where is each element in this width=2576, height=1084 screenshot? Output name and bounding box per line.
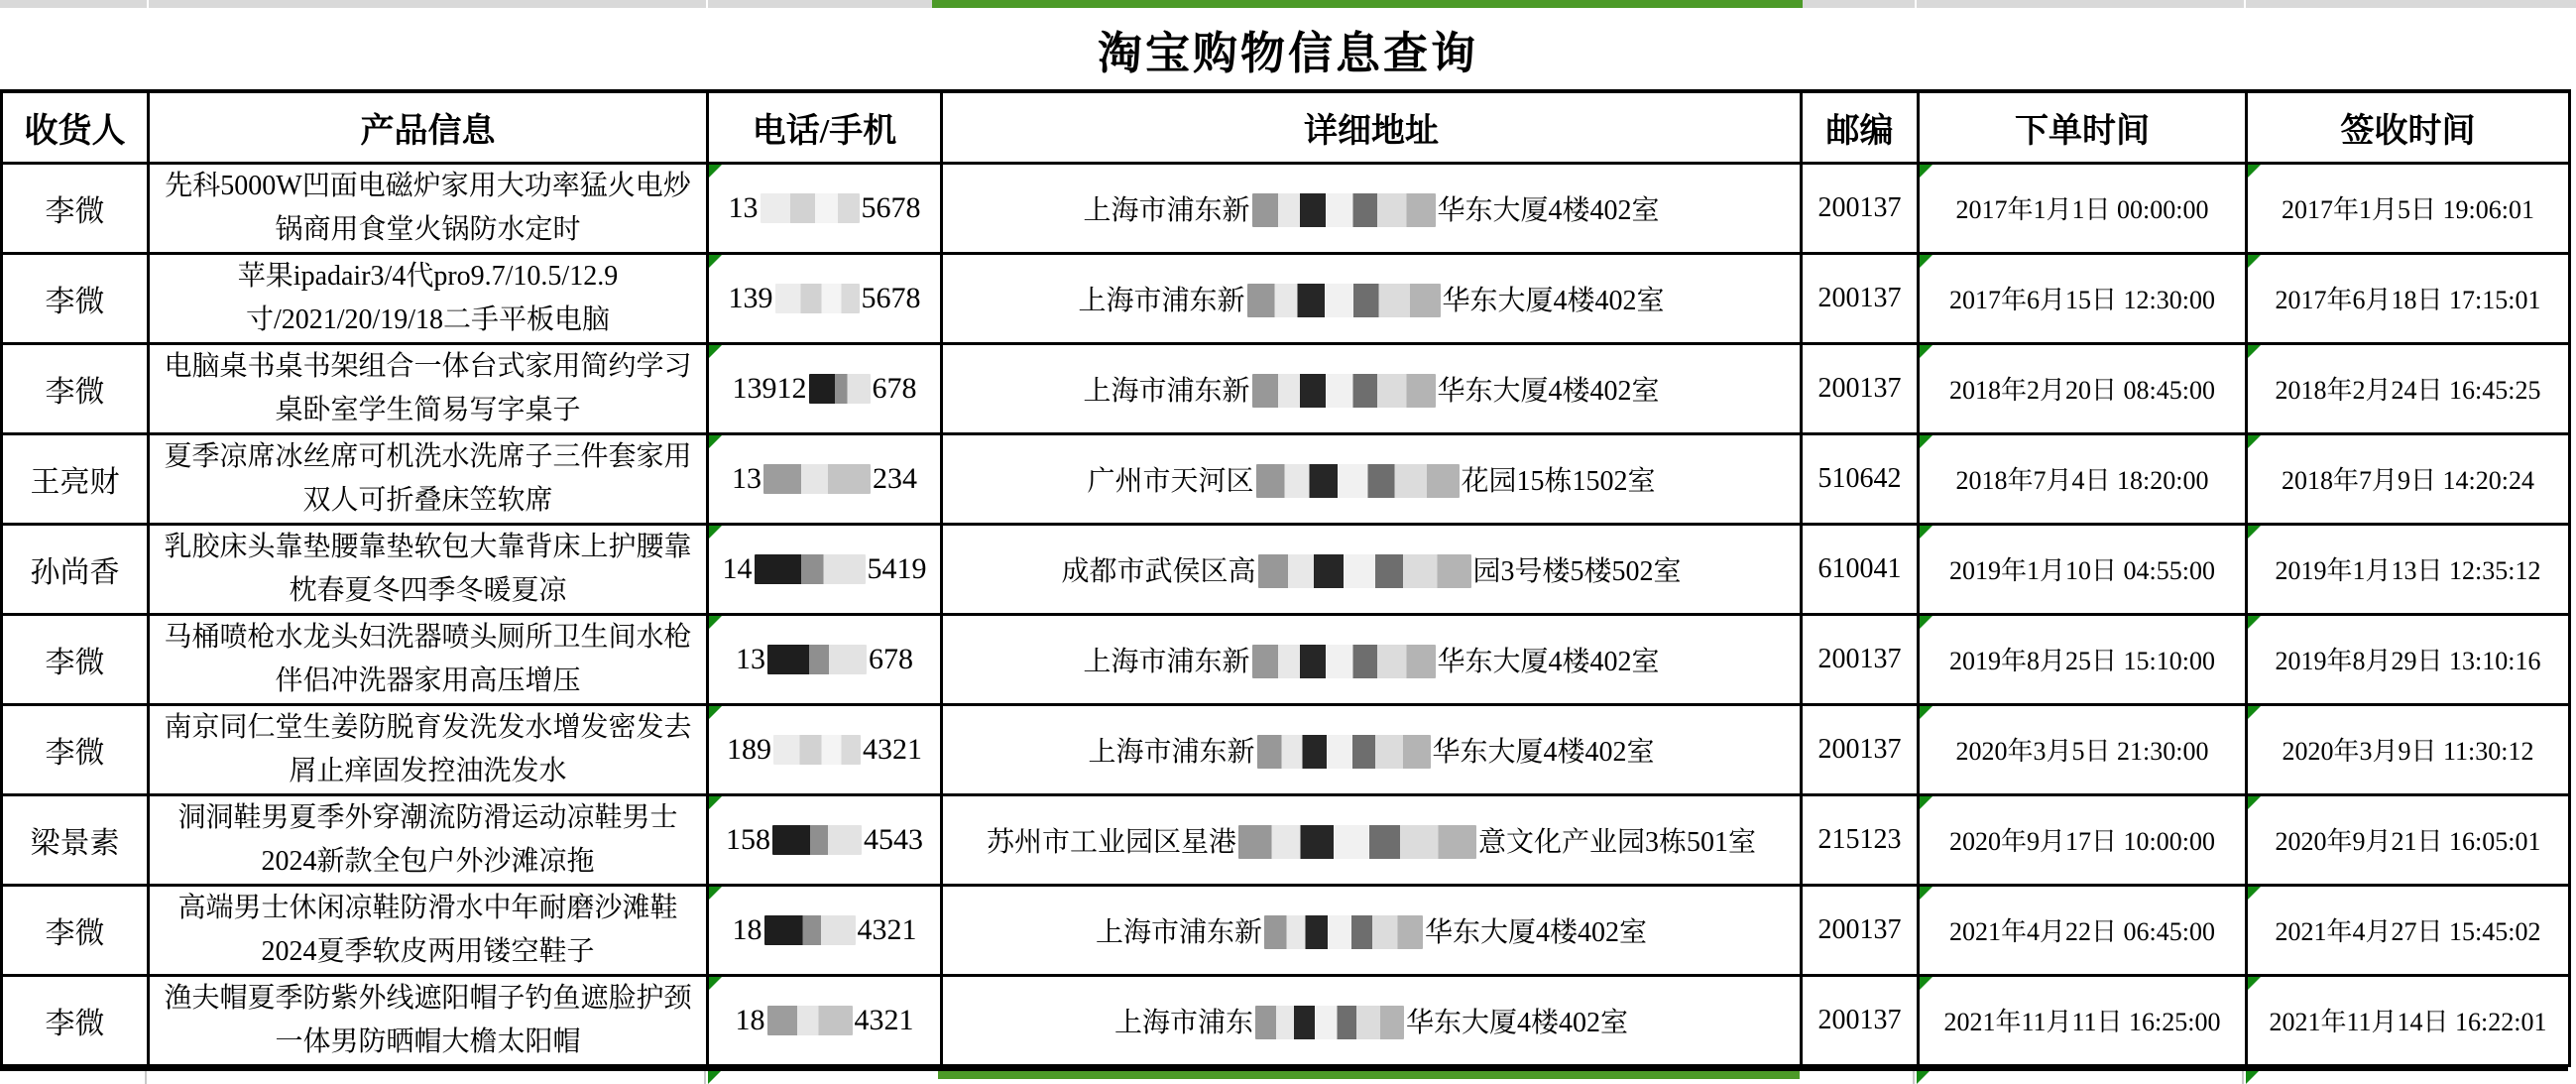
order-time: 2018年2月20日 08:45:00: [1949, 376, 2215, 405]
cell-sign-time[interactable]: [2247, 794, 2570, 885]
cell-recipient[interactable]: [2, 885, 149, 975]
error-triangle-icon: [1920, 977, 1932, 990]
order-time: 2021年11月11日 16:25:00: [1943, 1008, 2221, 1036]
cell-sign-time[interactable]: [2247, 524, 2570, 614]
address-suffix: 华东大厦4楼402室: [1442, 285, 1665, 316]
error-triangle-icon: [709, 165, 722, 178]
selection-highlight-bottom: [938, 1071, 1800, 1079]
error-triangle-icon: [1920, 345, 1932, 358]
sign-time: 2021年4月27日 15:45:02: [2275, 917, 2541, 946]
gridline: [147, 0, 149, 8]
address-prefix: 上海市浦东: [1113, 1007, 1253, 1038]
gridline: [2244, 0, 2246, 8]
censored-phone-blur: [755, 554, 866, 584]
product-info: 苹果ipadair3/4代pro9.7/10.5/12.9寸/2021/20/19/18二手平板电脑: [237, 260, 619, 335]
censored-address-blur: [1252, 193, 1436, 227]
order-time: 2020年9月17日 10:00:00: [1949, 827, 2215, 856]
address-suffix: 华东大厦4楼402室: [1437, 194, 1660, 226]
phone-prefix: 13: [736, 642, 765, 675]
phone-prefix: 158: [726, 822, 770, 856]
table-row: [2, 253, 2570, 343]
table-row: [2, 794, 2570, 885]
error-triangle-icon: [1920, 165, 1932, 178]
cell-product[interactable]: [149, 794, 708, 885]
zip-code: 200137: [1817, 643, 1902, 674]
recipient-name: 王亮财: [30, 465, 120, 499]
product-info: 洞洞鞋男夏季外穿潮流防滑运动凉鞋男士2024新款全包户外沙滩凉拖: [177, 801, 678, 877]
zip-code: 200137: [1817, 733, 1902, 765]
error-triangle-icon: [2248, 345, 2261, 358]
cell-zip[interactable]: [1802, 433, 1919, 524]
address-prefix: 苏州市工业园区星港: [986, 826, 1236, 858]
cell-zip[interactable]: [1802, 704, 1919, 794]
product-info: 高端男士休闲凉鞋防滑水中年耐磨沙滩鞋2024夏季软皮两用镂空鞋子: [177, 892, 678, 967]
phone-suffix: 234: [873, 461, 917, 495]
cell-recipient[interactable]: [2, 524, 149, 614]
cell-product[interactable]: [149, 885, 708, 975]
phone-suffix: 4321: [863, 732, 922, 766]
cell-zip[interactable]: [1802, 524, 1919, 614]
cell-order-time[interactable]: [1919, 524, 2247, 614]
order-time: 2020年3月5日 21:30:00: [1955, 737, 2209, 766]
error-triangle-icon: [2248, 255, 2261, 268]
cell-product[interactable]: [149, 975, 708, 1065]
error-triangle-icon: [709, 526, 722, 539]
address-prefix: 上海市浦东新: [1088, 736, 1255, 768]
address-suffix: 园3号楼5楼502室: [1472, 555, 1682, 587]
cell-address[interactable]: [942, 975, 1802, 1065]
cell-zip[interactable]: [1802, 614, 1919, 704]
cell-phone[interactable]: [708, 343, 942, 433]
recipient-name: 李微: [45, 916, 105, 950]
product-info: 夏季凉席冰丝席可机洗水洗席子三件套家用双人可折叠床笠软席: [164, 440, 692, 516]
phone-prefix: 13: [728, 190, 759, 224]
zip-code: 215123: [1817, 823, 1902, 855]
phone-suffix: 4543: [864, 822, 923, 856]
error-triangle-icon: [1920, 796, 1932, 809]
order-time: 2018年7月4日 18:20:00: [1955, 466, 2209, 495]
cell-address[interactable]: [942, 704, 1802, 794]
cell-sign-time[interactable]: [2247, 704, 2570, 794]
cell-phone[interactable]: [708, 975, 942, 1065]
sign-time: 2018年7月9日 14:20:24: [2282, 466, 2534, 495]
cell-order-time[interactable]: [1919, 885, 2247, 975]
cell-address[interactable]: [942, 163, 1802, 253]
cell-address[interactable]: [942, 253, 1802, 343]
product-info: 乳胶床头靠垫腰靠垫软包大靠背床上护腰靠枕春夏冬四季冬暖夏凉: [164, 531, 692, 606]
cell-product[interactable]: [149, 704, 708, 794]
cell-recipient[interactable]: [2, 433, 149, 524]
error-triangle-icon: [709, 796, 722, 809]
cell-phone[interactable]: [708, 163, 942, 253]
sign-time: 2020年9月21日 16:05:01: [2275, 827, 2541, 856]
cell-recipient[interactable]: [2, 614, 149, 704]
cell-recipient[interactable]: [2, 343, 149, 433]
cell-order-time[interactable]: [1919, 794, 2247, 885]
address-suffix: 意文化产业园3栋501室: [1478, 826, 1757, 858]
table-row: [2, 343, 2570, 433]
cell-recipient[interactable]: [2, 704, 149, 794]
phone-prefix: 189: [727, 732, 771, 766]
cell-phone[interactable]: [708, 794, 942, 885]
error-triangle-icon: [1920, 887, 1932, 900]
error-triangle-icon: [709, 977, 722, 990]
address-prefix: 上海市浦东新: [1083, 646, 1250, 677]
error-triangle-icon: [2248, 977, 2261, 990]
censored-phone-blur: [761, 193, 860, 223]
address-suffix: 花园15栋1502室: [1461, 465, 1656, 497]
error-triangle-icon: [1920, 435, 1932, 448]
cell-recipient[interactable]: [2, 163, 149, 253]
cell-phone[interactable]: [708, 885, 942, 975]
col-header-zip[interactable]: 邮编: [1802, 91, 1919, 163]
address-prefix: 上海市浦东新: [1095, 916, 1262, 948]
cell-sign-time[interactable]: [2247, 885, 2570, 975]
error-triangle-icon: [1917, 1071, 1930, 1084]
table-row: [2, 524, 2570, 614]
col-header-phone[interactable]: 电话/手机: [708, 91, 942, 163]
cell-order-time[interactable]: [1919, 975, 2247, 1065]
phone-suffix: 4321: [854, 1003, 914, 1036]
recipient-name: 李微: [45, 285, 105, 318]
error-triangle-icon: [2248, 435, 2261, 448]
cell-address[interactable]: [942, 524, 1802, 614]
cell-recipient[interactable]: [2, 253, 149, 343]
cell-product[interactable]: [149, 343, 708, 433]
phone-suffix: 5678: [861, 190, 921, 224]
cell-address[interactable]: [942, 614, 1802, 704]
censored-address-blur: [1256, 464, 1460, 498]
censored-phone-blur: [763, 464, 871, 494]
table-row: [2, 885, 2570, 975]
address-suffix: 华东大厦4楼402室: [1437, 375, 1660, 407]
zip-code: 200137: [1817, 913, 1902, 945]
gridline: [145, 1071, 147, 1084]
orders-table: [0, 89, 2571, 1067]
cell-sign-time[interactable]: [2247, 975, 2570, 1065]
sign-time: 2020年3月9日 11:30:12: [2282, 737, 2534, 766]
cell-product[interactable]: [149, 524, 708, 614]
phone-suffix: 5678: [861, 281, 921, 314]
recipient-name: 李微: [45, 375, 105, 409]
col-header-order-time[interactable]: 下单时间: [1919, 91, 2247, 163]
header-row: [2, 91, 2570, 163]
error-triangle-icon: [709, 255, 722, 268]
censored-address-blur: [1257, 735, 1431, 769]
cell-address[interactable]: [942, 885, 1802, 975]
page-title: 淘宝购物信息查询: [1097, 28, 1478, 78]
recipient-name: 李微: [45, 646, 105, 679]
gridline: [1915, 0, 1917, 8]
address-prefix: 广州市天河区: [1087, 465, 1254, 497]
col-header-product[interactable]: 产品信息: [149, 91, 708, 163]
cell-sign-time[interactable]: [2247, 163, 2570, 253]
error-triangle-icon: [709, 887, 722, 900]
phone-prefix: 18: [735, 1003, 765, 1036]
partial-row-below: [0, 1067, 2568, 1084]
cell-zip[interactable]: [1802, 253, 1919, 343]
error-triangle-icon: [1920, 616, 1932, 629]
recipient-name: 李微: [45, 194, 105, 228]
cell-phone[interactable]: [708, 614, 942, 704]
order-time: 2019年1月10日 04:55:00: [1949, 556, 2215, 585]
cell-recipient[interactable]: [2, 794, 149, 885]
error-triangle-icon: [2246, 1071, 2259, 1084]
recipient-name: 梁景素: [30, 826, 120, 860]
recipient-name: 李微: [45, 736, 105, 770]
censored-phone-blur: [764, 915, 856, 945]
error-triangle-icon: [2248, 706, 2261, 719]
address-prefix: 上海市浦东新: [1083, 375, 1250, 407]
phone-suffix: 678: [869, 642, 913, 675]
phone-prefix: 13: [732, 461, 761, 495]
table-row: [2, 433, 2570, 524]
error-triangle-icon: [709, 345, 722, 358]
censored-phone-blur: [772, 825, 862, 855]
error-triangle-icon: [708, 1071, 721, 1084]
censored-address-blur: [1238, 825, 1476, 859]
gridline: [2242, 1071, 2244, 1084]
sign-time: 2019年1月13日 12:35:12: [2275, 556, 2541, 585]
cell-phone[interactable]: [708, 253, 942, 343]
phone-suffix: 5419: [867, 551, 927, 585]
cell-order-time[interactable]: [1919, 343, 2247, 433]
cell-order-time[interactable]: [1919, 614, 2247, 704]
address-suffix: 华东大厦4楼402室: [1437, 646, 1660, 677]
cell-sign-time[interactable]: [2247, 343, 2570, 433]
censored-address-blur: [1252, 645, 1436, 678]
cell-address[interactable]: [942, 343, 1802, 433]
phone-suffix: 4321: [857, 912, 917, 946]
sign-time: 2019年8月29日 13:10:16: [2275, 647, 2541, 675]
gridline: [1913, 1071, 1915, 1084]
censored-address-blur: [1247, 284, 1441, 317]
product-info: 先科5000W凹面电磁炉家用大功率猛火电炒锅商用食堂火锅防水定时: [165, 170, 691, 245]
censored-address-blur: [1258, 554, 1471, 588]
error-triangle-icon: [1920, 526, 1932, 539]
zip-code: 200137: [1817, 372, 1902, 404]
recipient-name: 孙尚香: [30, 555, 120, 589]
censored-phone-blur: [775, 284, 860, 313]
address-prefix: 上海市浦东新: [1078, 285, 1245, 316]
error-triangle-icon: [1920, 706, 1932, 719]
cell-address[interactable]: [942, 433, 1802, 524]
cell-zip[interactable]: [1802, 343, 1919, 433]
zip-code: 510642: [1817, 462, 1902, 494]
order-time: 2019年8月25日 15:10:00: [1949, 647, 2215, 675]
cell-order-time[interactable]: [1919, 253, 2247, 343]
order-time: 2021年4月22日 06:45:00: [1949, 917, 2215, 946]
gridline: [704, 1071, 706, 1084]
table-row: [2, 163, 2570, 253]
address-suffix: 华东大厦4楼402室: [1425, 916, 1648, 948]
table-row: [2, 614, 2570, 704]
address-prefix: 上海市浦东新: [1083, 194, 1250, 226]
product-info: 渔夫帽夏季防紫外线遮阳帽子钓鱼遮脸护颈一体男防晒帽大檐太阳帽: [164, 982, 692, 1057]
error-triangle-icon: [2248, 165, 2261, 178]
censored-phone-blur: [767, 1006, 853, 1035]
partial-row-above: [0, 0, 2576, 8]
cell-zip[interactable]: [1802, 975, 1919, 1065]
censored-address-blur: [1252, 374, 1436, 408]
error-triangle-icon: [709, 435, 722, 448]
cell-zip[interactable]: [1802, 885, 1919, 975]
cell-order-time[interactable]: [1919, 163, 2247, 253]
error-triangle-icon: [2248, 616, 2261, 629]
cell-phone[interactable]: [708, 433, 942, 524]
zip-code: 200137: [1817, 282, 1902, 313]
cell-phone[interactable]: [708, 704, 942, 794]
sign-time: 2017年6月18日 17:15:01: [2275, 286, 2541, 314]
censored-address-blur: [1264, 915, 1423, 949]
cell-product[interactable]: [149, 433, 708, 524]
zip-code: 200137: [1817, 1004, 1902, 1035]
cell-order-time[interactable]: [1919, 433, 2247, 524]
error-triangle-icon: [709, 706, 722, 719]
product-info: 马桶喷枪水龙头妇洗器喷头厕所卫生间水枪伴侣冲洗器家用高压增压: [164, 621, 692, 696]
cell-sign-time[interactable]: [2247, 614, 2570, 704]
phone-suffix: 678: [872, 371, 917, 405]
col-header-sign-time[interactable]: 签收时间: [2247, 91, 2570, 163]
recipient-name: 李微: [45, 1007, 105, 1040]
table-row: [2, 704, 2570, 794]
cell-product[interactable]: [149, 163, 708, 253]
censored-phone-blur: [773, 735, 861, 765]
col-header-recipient[interactable]: 收货人: [2, 91, 149, 163]
title-cell[interactable]: [0, 8, 2576, 89]
sign-time: 2021年11月14日 16:22:01: [2269, 1008, 2547, 1036]
cell-product[interactable]: [149, 614, 708, 704]
cell-sign-time[interactable]: [2247, 433, 2570, 524]
phone-prefix: 14: [722, 551, 753, 585]
sign-time: 2017年1月5日 19:06:01: [2282, 195, 2534, 224]
cell-order-time[interactable]: [1919, 704, 2247, 794]
error-triangle-icon: [2248, 887, 2261, 900]
phone-prefix: 139: [728, 281, 773, 314]
cell-phone[interactable]: [708, 524, 942, 614]
error-triangle-icon: [1920, 255, 1932, 268]
cell-zip[interactable]: [1802, 163, 1919, 253]
product-info: 南京同仁堂生姜防脱育发洗发水增发密发去屑止痒固发控油洗发水: [164, 711, 692, 786]
order-time: 2017年1月1日 00:00:00: [1955, 195, 2209, 224]
address-suffix: 华东大厦4楼402室: [1432, 736, 1655, 768]
sign-time: 2018年2月24日 16:45:25: [2275, 376, 2541, 405]
censored-phone-blur: [767, 645, 867, 674]
phone-prefix: 18: [732, 912, 762, 946]
phone-prefix: 13912: [732, 371, 807, 405]
address-suffix: 华东大厦4楼402室: [1406, 1007, 1629, 1038]
error-triangle-icon: [2248, 796, 2261, 809]
censored-phone-blur: [809, 374, 871, 404]
error-triangle-icon: [2248, 526, 2261, 539]
selection-highlight-top: [932, 0, 1803, 8]
order-time: 2017年6月15日 12:30:00: [1949, 286, 2215, 314]
zip-code: 610041: [1817, 552, 1902, 584]
product-info: 电脑桌书桌书架组合一体台式家用简约学习桌卧室学生简易写字桌子: [164, 350, 692, 425]
zip-code: 200137: [1817, 191, 1902, 223]
cell-address[interactable]: [942, 794, 1802, 885]
cell-product[interactable]: [149, 253, 708, 343]
cell-sign-time[interactable]: [2247, 253, 2570, 343]
table-row: [2, 975, 2570, 1065]
cell-recipient[interactable]: [2, 975, 149, 1065]
gridline: [706, 0, 708, 8]
error-triangle-icon: [709, 616, 722, 629]
cell-zip[interactable]: [1802, 794, 1919, 885]
censored-address-blur: [1255, 1006, 1404, 1039]
address-prefix: 成都市武侯区高: [1061, 555, 1256, 587]
col-header-address[interactable]: 详细地址: [942, 91, 1802, 163]
